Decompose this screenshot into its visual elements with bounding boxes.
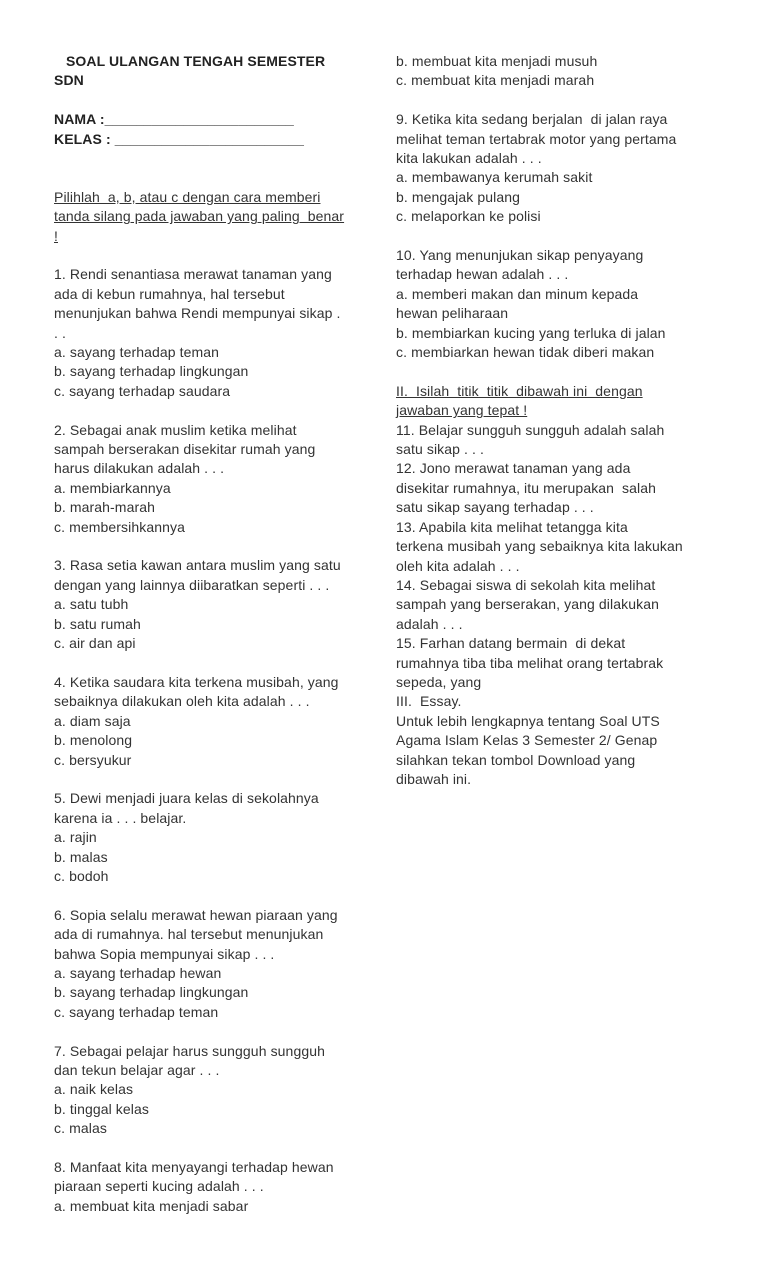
- question-line: sebaiknya dilakukan oleh kita adalah . . .: [54, 693, 310, 710]
- question-line: a. memberi makan dan minum kepada: [396, 285, 639, 302]
- exam-title: SOAL ULANGAN TENGAH SEMESTER: [54, 53, 326, 69]
- question-line: b. malas: [54, 848, 108, 865]
- question-block: [396, 110, 726, 226]
- question-block: [54, 789, 376, 886]
- fill-in-line: 13. Apabila kita melihat tetangga kita: [396, 518, 628, 535]
- right-column: [396, 52, 726, 789]
- question-block: [54, 556, 376, 653]
- question-line: hewan peliharaan: [396, 305, 509, 322]
- question-line: b. marah-marah: [54, 499, 155, 516]
- question-line: 8. Manfaat kita menyayangi terhadap hewan: [54, 1159, 334, 1175]
- question-line: c. membiarkan hewan tidak diberi makan: [396, 344, 655, 361]
- fill-in-line: terkena musibah yang sebaiknya kita lakukan: [396, 538, 683, 555]
- question-line: menunjukan bahwa Rendi mempunyai sikap .: [54, 305, 341, 322]
- question-line: c. sayang terhadap teman: [54, 1003, 219, 1020]
- question-line: ada di kebun rumahnya, hal tersebut: [54, 285, 285, 302]
- question-line: c. bodoh: [54, 867, 109, 884]
- question-line: b. membiarkan kucing yang terluka di jalan: [396, 324, 666, 341]
- question-8-option-b: b. membuat kita menjadi musuh: [396, 53, 598, 69]
- question-line: harus dilakukan adalah . . .: [54, 460, 225, 477]
- fill-in-line: silahkan tekan tombol Download yang: [396, 751, 636, 768]
- question-line: b. mengajak pulang: [396, 188, 520, 205]
- fill-in-line: satu sikap . . .: [396, 441, 484, 458]
- question-line: bahwa Sopia mempunyai sikap . . .: [54, 945, 275, 962]
- question-line: b. sayang terhadap lingkungan: [54, 363, 249, 380]
- question-line: 10. Yang menunjukan sikap penyayang: [396, 247, 644, 264]
- question-block: [54, 421, 376, 537]
- question-line: c. membersihkannya: [54, 518, 185, 535]
- fill-in-line: 12. Jono merawat tanaman yang ada: [396, 460, 631, 477]
- question-line: sampah berserakan disekitar rumah yang: [54, 441, 316, 458]
- question-line: c. air dan api: [54, 635, 136, 652]
- name-field: NAMA :________________________: [54, 111, 294, 128]
- question-line: dan tekun belajar agar . . .: [54, 1061, 220, 1078]
- question-line: 3. Rasa setia kawan antara muslim yang satu: [54, 557, 341, 574]
- question-8-option-c: c. membuat kita menjadi marah: [396, 72, 595, 89]
- question-line: dengan yang lainnya diibaratkan seperti . . .: [54, 576, 330, 593]
- fill-in-line: Untuk lebih lengkapnya tentang Soal UTS: [396, 712, 660, 729]
- fill-in-questions: [396, 421, 726, 790]
- question-line: 6. Sopia selalu merawat hewan piaraan yang: [54, 906, 338, 923]
- question-line: a. rajin: [54, 829, 97, 846]
- question-line: 9. Ketika kita sedang berjalan di jalan raya: [396, 111, 668, 128]
- question-line: 2. Sebagai anak muslim ketika melihat: [54, 421, 297, 438]
- fill-in-line: disekitar rumahnya, itu merupakan salah: [396, 479, 657, 496]
- question-line: 1. Rendi senantiasa merawat tanaman yang: [54, 266, 332, 283]
- question-line: a. sayang terhadap hewan: [54, 964, 222, 981]
- question-line: b. menolong: [54, 732, 133, 749]
- question-block: [54, 1158, 376, 1216]
- fill-in-line: adalah . . .: [396, 615, 463, 632]
- question-line: a. membuat kita menjadi sabar: [54, 1197, 249, 1214]
- question-line: c. melaporkan ke polisi: [396, 208, 541, 225]
- question-block: [396, 246, 726, 362]
- question-line: 5. Dewi menjadi juara kelas di sekolahnya: [54, 790, 319, 807]
- right-questions: [396, 91, 726, 363]
- question-line: c. malas: [54, 1120, 107, 1137]
- question-line: ada di rumahnya. hal tersebut menunjukan: [54, 926, 324, 943]
- question-line: a. naik kelas: [54, 1081, 134, 1098]
- question-line: a. membiarkannya: [54, 479, 171, 496]
- class-field: KELAS : ________________________: [54, 130, 304, 147]
- school-name: SDN: [54, 72, 84, 89]
- left-column: [54, 52, 376, 1216]
- question-line: kita lakukan adalah . . .: [396, 150, 542, 167]
- question-line: a. diam saja: [54, 712, 131, 729]
- question-line: b. satu rumah: [54, 615, 141, 632]
- fill-in-line: 14. Sebagai siswa di sekolah kita melihat: [396, 576, 656, 593]
- question-block: [54, 1042, 376, 1139]
- fill-in-line: sampah yang berserakan, yang dilakukan: [396, 596, 659, 613]
- question-line: a. sayang terhadap teman: [54, 344, 220, 361]
- question-block: [54, 673, 376, 770]
- instructions-part1: Pilihlah a, b, atau c dengan cara memberi tanda silang pada jawaban yang paling benar !: [54, 188, 345, 244]
- fill-in-line: dibawah ini.: [396, 770, 472, 787]
- question-line: 4. Ketika saudara kita terkena musibah, yang: [54, 673, 339, 690]
- question-line: piaraan seperti kucing adalah . . .: [54, 1178, 264, 1195]
- fill-in-line: III. Essay.: [396, 693, 462, 710]
- fill-in-line: Agama Islam Kelas 3 Semester 2/ Genap: [396, 732, 658, 749]
- question-line: 7. Sebagai pelajar harus sungguh sungguh: [54, 1042, 325, 1059]
- fill-in-line: oleh kita adalah . . .: [396, 557, 520, 574]
- question-line: melihat teman tertabrak motor yang pertama: [396, 130, 677, 147]
- question-line: a. membawanya kerumah sakit: [396, 169, 593, 186]
- question-line: b. tinggal kelas: [54, 1100, 149, 1117]
- fill-in-line: 15. Farhan datang bermain di dekat: [396, 635, 626, 652]
- instructions-part2: II. Isilah titik titik dibawah ini dengan jawaban yang tepat !: [396, 382, 643, 419]
- fill-in-line: satu sikap sayang terhadap . . .: [396, 499, 594, 516]
- left-questions: [54, 246, 376, 1216]
- question-block: [54, 906, 376, 1022]
- question-line: terhadap hewan adalah . . .: [396, 266, 569, 283]
- fill-in-line: 11. Belajar sungguh sungguh adalah salah: [396, 421, 665, 438]
- question-line: b. sayang terhadap lingkungan: [54, 984, 249, 1001]
- question-line: c. bersyukur: [54, 751, 132, 768]
- question-line: a. satu tubh: [54, 596, 129, 613]
- question-line: c. sayang terhadap saudara: [54, 382, 231, 399]
- question-block: [54, 265, 376, 401]
- fill-in-line: sepeda, yang: [396, 673, 482, 690]
- question-line: karena ia . . . belajar.: [54, 809, 187, 826]
- question-line: . .: [54, 324, 66, 341]
- fill-in-line: rumahnya tiba tiba melihat orang tertabrak: [396, 654, 664, 671]
